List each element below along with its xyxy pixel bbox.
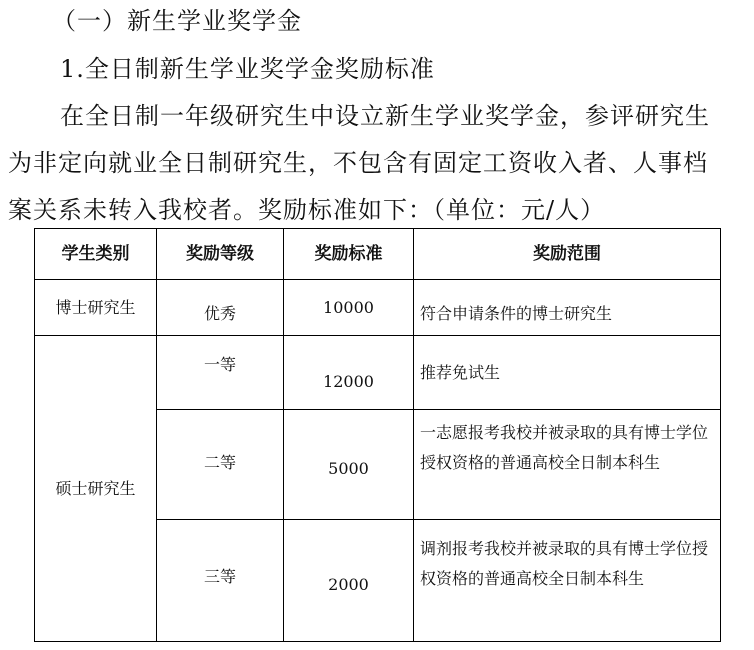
grade-cell: 三等 <box>157 520 284 642</box>
header-award-grade: 奖励等级 <box>157 229 284 280</box>
scope-cell: 推荐免试生 <box>414 336 721 410</box>
header-student-category: 学生类别 <box>35 229 157 280</box>
grade-cell: 一等 <box>157 336 284 410</box>
scholarship-table <box>34 228 721 642</box>
amount-cell: 2000 <box>284 520 414 642</box>
table-header-row <box>35 229 721 280</box>
table-row <box>35 336 721 410</box>
category-cell: 硕士研究生 <box>35 336 157 642</box>
sub-heading: 1.全日制新生学业奖学金奖励标准 <box>60 55 435 83</box>
paragraph-line-1: 在全日制一年级研究生中设立新生学业奖学金，参评研究生 <box>60 102 710 130</box>
category-cell: 博士研究生 <box>35 280 157 336</box>
scope-cell: 一志愿报考我校并被录取的具有博士学位授权资格的普通高校全日制本科生 <box>414 410 721 520</box>
grade-cell: 二等 <box>157 410 284 520</box>
grade-cell: 优秀 <box>157 280 284 336</box>
amount-cell: 10000 <box>284 280 414 336</box>
amount-cell: 12000 <box>284 336 414 410</box>
section-heading: （一）新生学业奖学金 <box>52 7 302 35</box>
scope-cell: 调剂报考我校并被录取的具有博士学位授权资格的普通高校全日制本科生 <box>414 520 721 642</box>
table-row <box>35 280 721 336</box>
header-award-scope: 奖励范围 <box>414 229 721 280</box>
header-award-amount: 奖励标准 <box>284 229 414 280</box>
scope-cell: 符合申请条件的博士研究生 <box>414 280 721 336</box>
amount-cell: 5000 <box>284 410 414 520</box>
paragraph-line-2: 为非定向就业全日制研究生，不包含有固定工资收入者、人事档 <box>8 149 708 177</box>
paragraph-line-3: 案关系未转入我校者。奖励标准如下：（单位：元/人） <box>8 196 606 224</box>
